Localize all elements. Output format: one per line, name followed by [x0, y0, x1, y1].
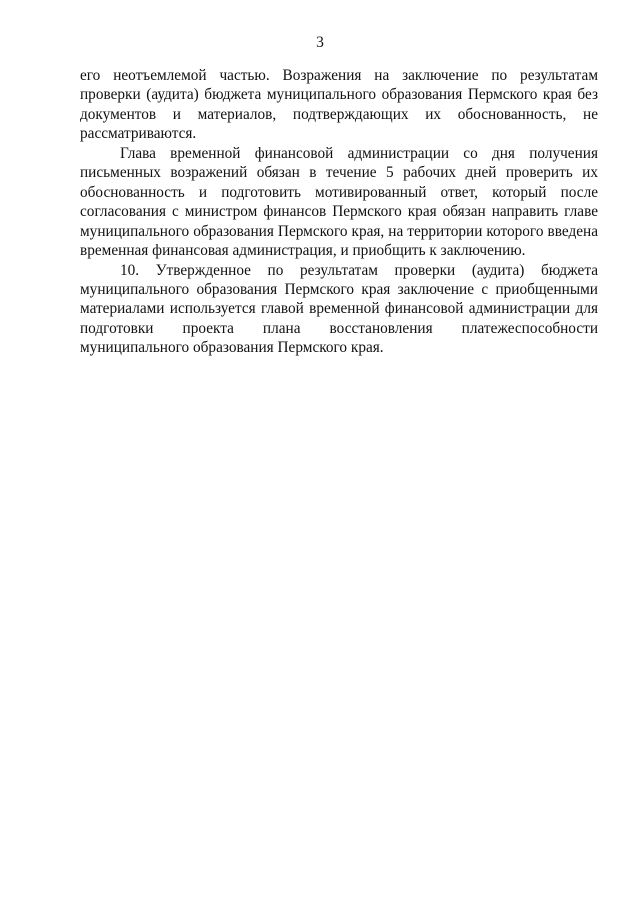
page-number: 3	[316, 34, 324, 51]
paragraph-item-10: 10. Утвержденное по результатам проверки (аудита) бюджета муниципального образования Пермского края заключение с приобщенными материалами используется главой временной финансовой администрации для подготовки проекта плана восстановления платежеспособности муниципального образования Пермского края.	[80, 261, 598, 357]
document-body	[80, 66, 598, 358]
paragraph-continuation: его неотъемлемой частью. Возражения на заключение по результатам проверки (аудита) бюджета муниципального образования Пермского края без документов и материалов, подтверждающих их обоснованность, не рассматриваются.	[80, 67, 598, 143]
paragraph-head-response: Глава временной финансовой администрации со дня получения письменных возражений обязан в течение 5 рабочих дней проверить их обоснованность и подготовить мотивированный ответ, который после согласования с министром финансов Пермского края обязан направить главе муниципального образования Пермского края, на территории которого введена временная финансовая администрация, и приобщить к заключению.	[80, 144, 598, 260]
